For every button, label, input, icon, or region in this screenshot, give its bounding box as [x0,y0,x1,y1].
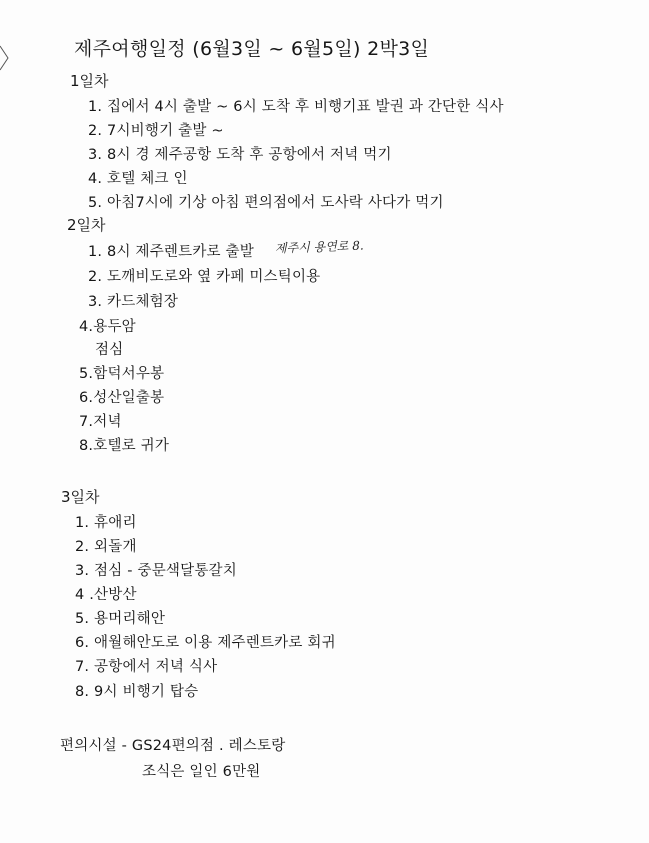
facilities-note: 편의시설 - GS24편의점 . 레스토랑 [60,738,286,754]
day2-item-lunch: 점심 [95,342,124,358]
day3-item-2: 2. 외돌개 [75,539,137,555]
day1-heading: 1일차 [70,72,109,90]
day1-item-3: 3. 8시 경 제주공항 도착 후 공항에서 저녁 먹기 [88,147,392,163]
day2-item-7: 7.저녁 [79,414,122,430]
day3-heading: 3일차 [61,488,100,506]
day2-item-3: 3. 카드체험장 [88,294,179,310]
day3-item-3: 3. 점심 - 중문색달통갈치 [75,563,237,579]
day1-item-5: 5. 아침7시에 기상 아침 편의점에서 도사락 사다가 먹기 [88,195,444,211]
day3-item-7: 7. 공항에서 저녁 식사 [75,659,218,675]
day2-item-4: 4.용두암 [79,319,136,335]
day3-item-1: 1. 휴애리 [75,515,137,531]
day2-item-8: 8.호텔로 귀가 [79,438,170,454]
day3-item-6: 6. 애월해안도로 이용 제주렌트카로 회귀 [75,635,336,651]
day1-item-1: 1. 집에서 4시 출발 ~ 6시 도착 후 비행기표 발권 과 간단한 식사 [88,99,504,115]
scan-edge-mark [0,38,10,78]
day2-item-6: 6.성산일출봉 [79,390,165,406]
day3-item-5: 5. 용머리해안 [75,611,166,627]
day2-item-2: 2. 도깨비도로와 옆 카페 미스틱이용 [88,269,321,285]
day2-item-1: 1. 8시 제주렌트카로 출발 [88,244,254,260]
day2-heading: 2일차 [67,216,106,234]
day1-item-4: 4. 호텔 체크 인 [88,171,188,187]
day3-item-4: 4 .산방산 [75,587,137,603]
day2-item-5: 5.함덕서우봉 [79,366,165,382]
breakfast-cost-note: 조식은 일인 6만원 [142,764,261,780]
page-title: 제주여행일정 (6월3일 ~ 6월5일) 2박3일 [74,38,430,60]
day1-item-2: 2. 7시비행기 출발 ~ [88,123,224,139]
handwritten-note: 제주시 용연로 8. [274,238,364,256]
day3-item-8: 8. 9시 비행기 탑승 [75,684,199,700]
